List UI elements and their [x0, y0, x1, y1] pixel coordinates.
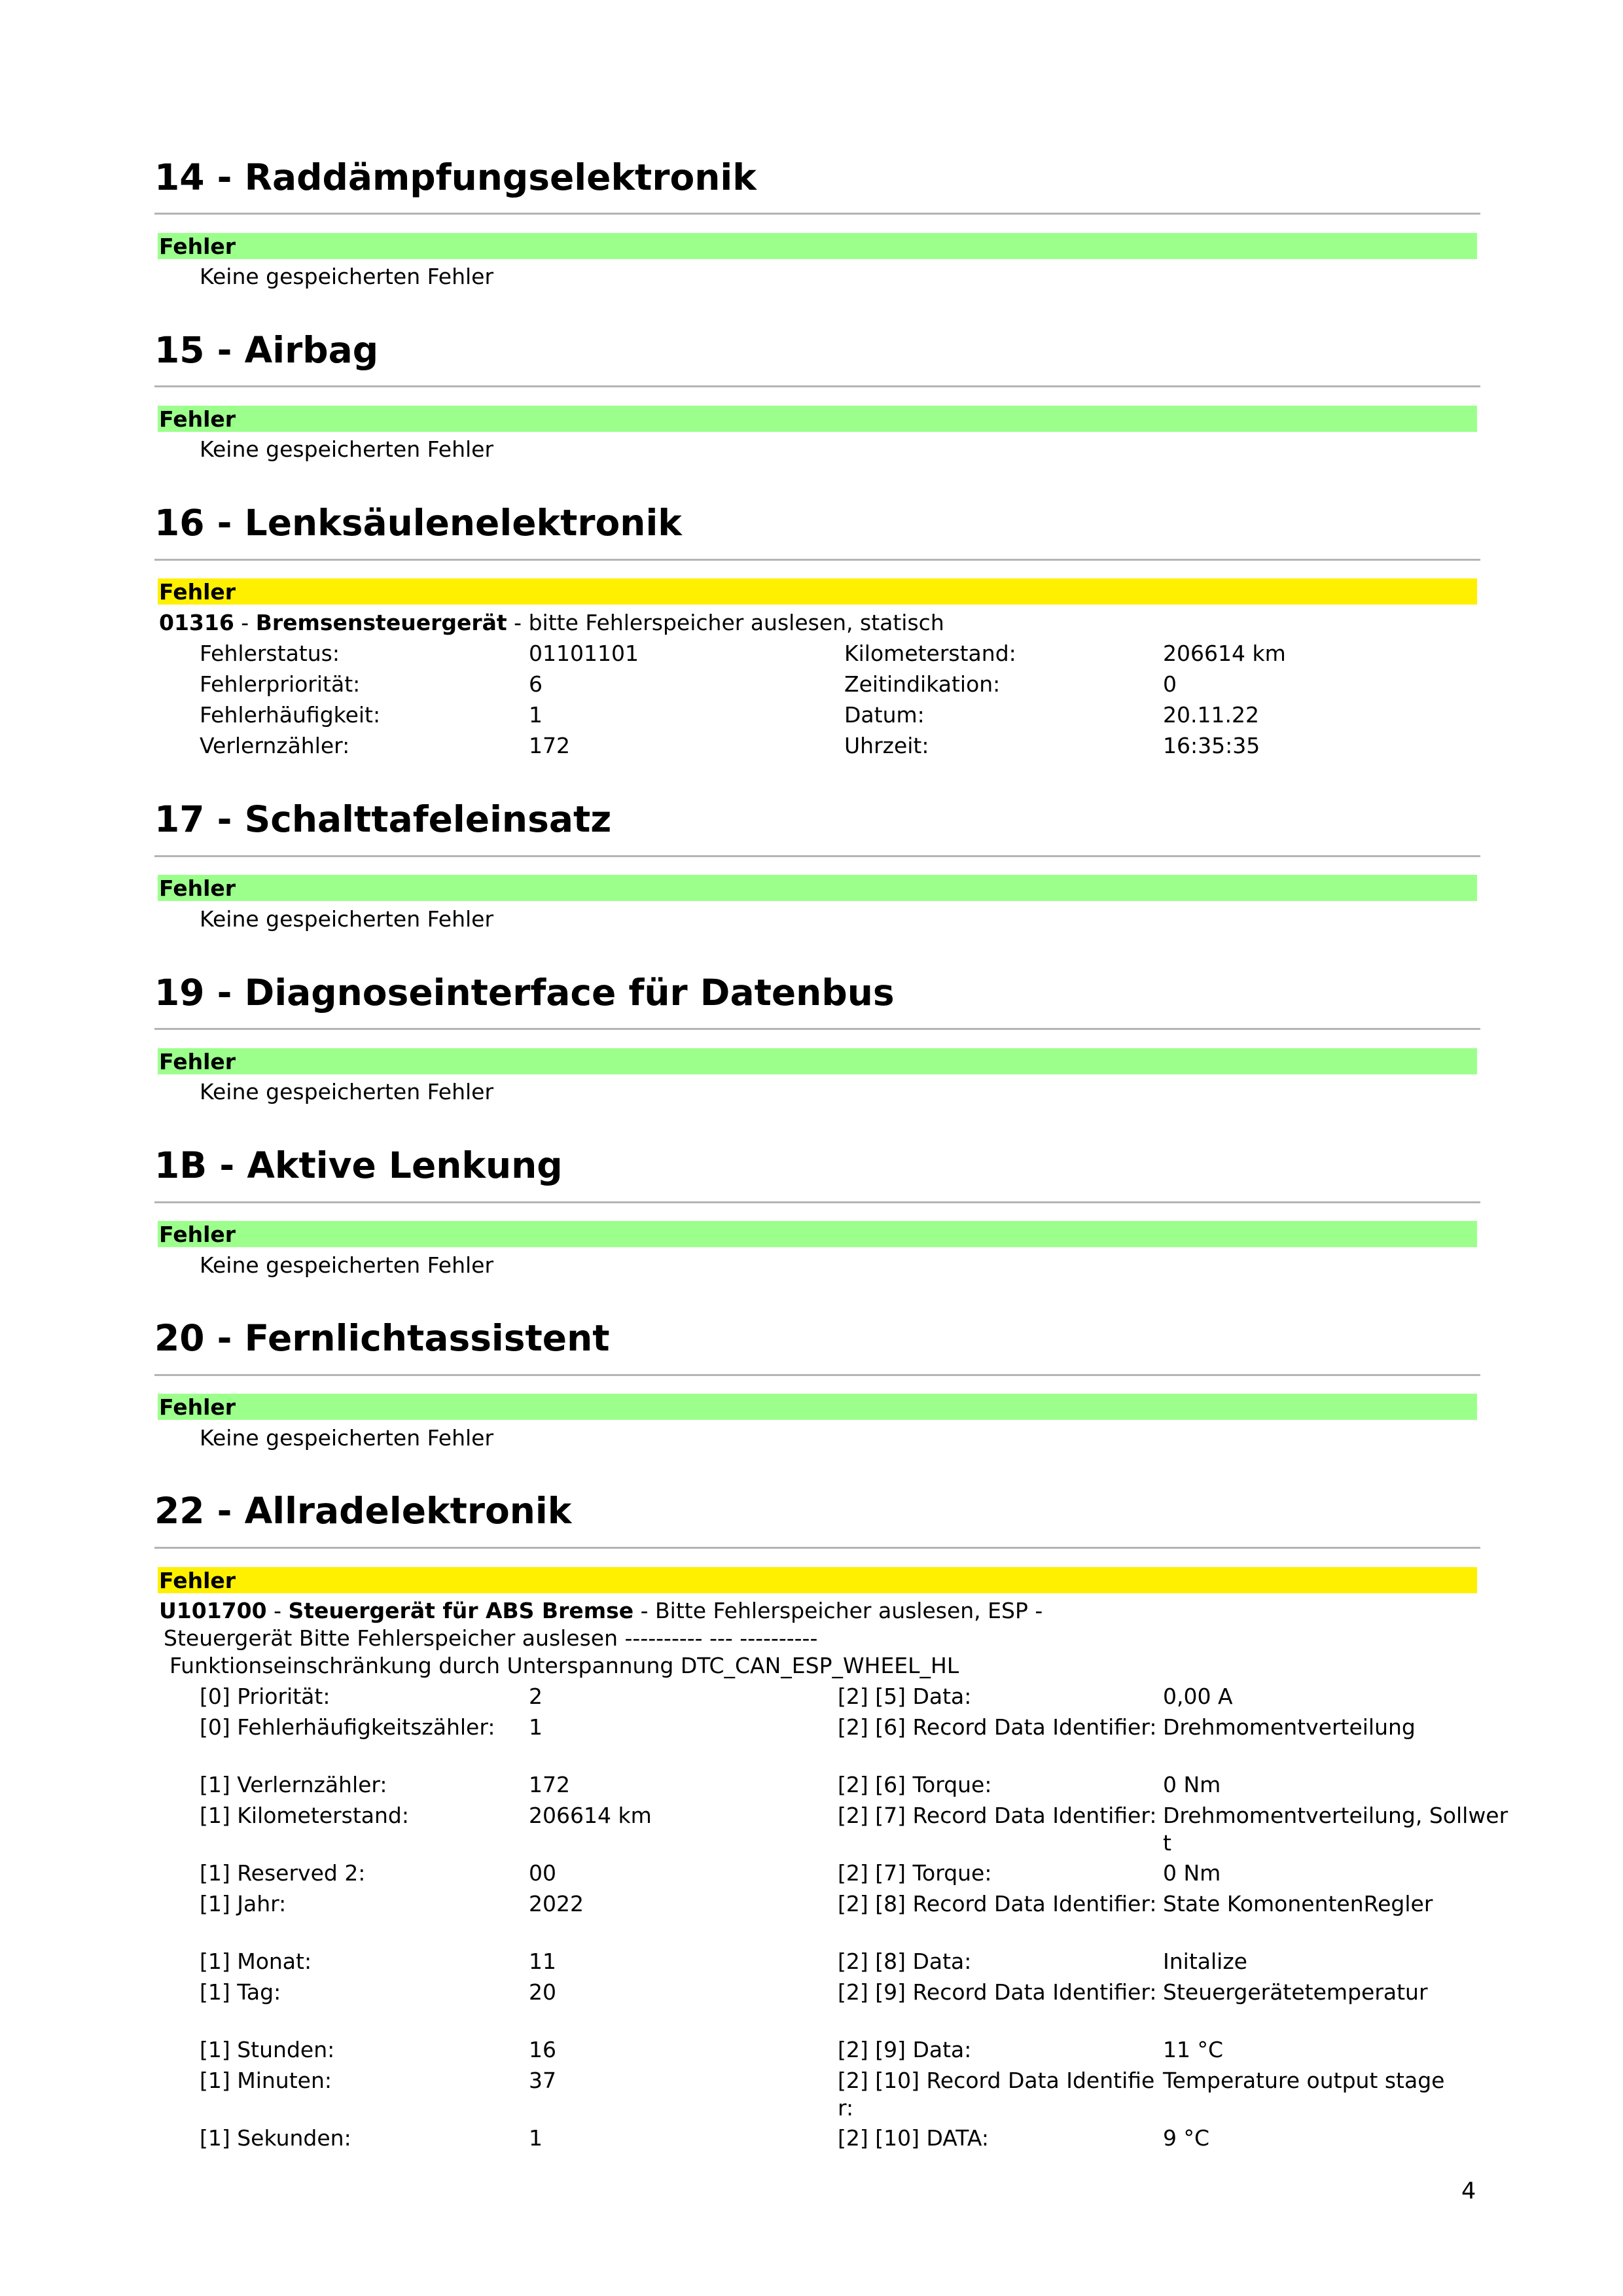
field-value: 206614 km [529, 1803, 652, 1828]
field-value: 20 [529, 1979, 556, 2005]
field-value: 9 °C [1163, 2125, 1210, 2151]
fault-code: U101700 [159, 1598, 267, 1623]
section-title-17: 17 - Schalttafeleinsatz [154, 798, 612, 840]
field-label: Uhrzeit: [844, 733, 929, 758]
field-value: State KomonentenRegler [1163, 1891, 1433, 1916]
field-label: [1] Kilometerstand: [200, 1803, 409, 1828]
field-label: [2] [9] Data: [838, 2037, 972, 2062]
fault-status-bar-ok: Fehler [158, 233, 1477, 259]
field-label: [1] Minuten: [200, 2068, 332, 2093]
section-title-20: 20 - Fernlichtassistent [154, 1317, 610, 1359]
fault-description-line-2: Steuergerät Bitte Fehlerspeicher auslesen ---------- --- ---------- [164, 1625, 818, 1651]
field-value: 172 [529, 733, 570, 758]
field-value: 1 [529, 1714, 543, 1740]
field-value: 1 [529, 2125, 543, 2151]
field-label: [1] Monat: [200, 1949, 312, 1974]
field-label: [2] [8] Record Data Identifier: [838, 1891, 1157, 1916]
no-faults-note: Keine gespeicherten Fehler [200, 1425, 494, 1451]
field-value: 2 [529, 1684, 543, 1709]
fault-status-bar-ok: Fehler [158, 406, 1477, 432]
section-title-22: 22 - Allradelektronik [154, 1490, 572, 1532]
separator: - [266, 1598, 289, 1623]
section-title-14: 14 - Raddämpfungselektronik [154, 156, 757, 198]
field-value: 172 [529, 1772, 570, 1797]
field-label: [2] [8] Data: [838, 1949, 972, 1974]
field-label: Fehlerpriorität: [200, 671, 361, 697]
field-label: [2] [7] Record Data Identifier: [838, 1803, 1157, 1828]
field-label: [2] [7] Torque: [838, 1860, 992, 1886]
section-title-15: 15 - Airbag [154, 329, 379, 371]
section-divider [154, 1028, 1480, 1030]
fault-component: Bremsensteuergerät [255, 610, 507, 635]
field-value: Drehmomentverteilung, Sollwer [1163, 1803, 1508, 1828]
field-value: 6 [529, 671, 543, 697]
fault-status-bar-ok: Fehler [158, 1221, 1477, 1247]
section-divider [154, 559, 1480, 561]
field-label: [2] [5] Data: [838, 1684, 972, 1709]
field-label: [1] Stunden: [200, 2037, 335, 2062]
field-value: Drehmomentverteilung [1163, 1714, 1416, 1740]
field-value-wrap: t [1163, 1830, 1171, 1856]
page-number: 4 [1461, 2178, 1476, 2204]
fault-description: - bitte Fehlerspeicher auslesen, statisch [507, 610, 944, 635]
separator: - [234, 610, 256, 635]
field-label: [1] Verlernzähler: [200, 1772, 387, 1797]
field-value: 01101101 [529, 641, 639, 666]
field-label: Kilometerstand: [844, 641, 1016, 666]
field-value: Steuergerätetemperatur [1163, 1979, 1428, 2005]
field-label: [1] Tag: [200, 1979, 281, 2005]
section-divider [154, 385, 1480, 387]
no-faults-note: Keine gespeicherten Fehler [200, 264, 494, 289]
fault-status-bar-error: Fehler [158, 578, 1477, 605]
field-label: Zeitindikation: [844, 671, 1001, 697]
field-value: 16:35:35 [1163, 733, 1260, 758]
field-label: [0] Priorität: [200, 1684, 330, 1709]
field-label: [2] [6] Torque: [838, 1772, 992, 1797]
field-value: 16 [529, 2037, 556, 2062]
field-label: [2] [10] Record Data Identifie [838, 2068, 1155, 2093]
field-value: 20.11.22 [1163, 702, 1259, 728]
fault-status-bar-error: Fehler [158, 1567, 1477, 1593]
section-title-1b: 1B - Aktive Lenkung [154, 1144, 563, 1186]
no-faults-note: Keine gespeicherten Fehler [200, 906, 494, 932]
field-label: [2] [9] Record Data Identifier: [838, 1979, 1157, 2005]
field-label: [2] [10] DATA: [838, 2125, 990, 2151]
fault-code-line [159, 1598, 1043, 1624]
section-divider [154, 213, 1480, 215]
field-label: [2] [6] Record Data Identifier: [838, 1714, 1157, 1740]
section-divider [154, 855, 1480, 857]
field-value: 11 [529, 1949, 556, 1974]
field-value: Initalize [1163, 1949, 1247, 1974]
no-faults-note: Keine gespeicherten Fehler [200, 1079, 494, 1104]
field-value: 0 Nm [1163, 1772, 1221, 1797]
field-value: 206614 km [1163, 641, 1286, 666]
field-label: [1] Sekunden: [200, 2125, 351, 2151]
fault-code: 01316 [159, 610, 234, 635]
section-divider [154, 1547, 1480, 1549]
section-title-16: 16 - Lenksäulenelektronik [154, 502, 682, 544]
field-label-wrap: r: [838, 2095, 854, 2121]
field-label: Verlernzähler: [200, 733, 350, 758]
field-value: 37 [529, 2068, 556, 2093]
field-value: 0 [1163, 671, 1177, 697]
field-value: 2022 [529, 1891, 584, 1916]
fault-status-bar-ok: Fehler [158, 875, 1477, 901]
field-value: 11 °C [1163, 2037, 1224, 2062]
field-label: Fehlerstatus: [200, 641, 340, 666]
fault-code-line [159, 610, 944, 636]
field-value: 0,00 A [1163, 1684, 1233, 1709]
fault-component: Steuergerät für ABS Bremse [288, 1598, 634, 1623]
field-label: [1] Reserved 2: [200, 1860, 366, 1886]
field-value: Temperature output stage [1163, 2068, 1445, 2093]
fault-description: - Bitte Fehlerspeicher auslesen, ESP - [633, 1598, 1043, 1623]
fault-description-line-3: Funktionseinschränkung durch Unterspannung DTC_CAN_ESP_WHEEL_HL [169, 1653, 959, 1678]
fault-status-bar-ok: Fehler [158, 1394, 1477, 1420]
no-faults-note: Keine gespeicherten Fehler [200, 436, 494, 462]
section-divider [154, 1201, 1480, 1203]
field-label: Datum: [844, 702, 925, 728]
field-label: Fehlerhäufigkeit: [200, 702, 381, 728]
section-divider [154, 1374, 1480, 1376]
field-label: [1] Jahr: [200, 1891, 287, 1916]
fault-status-bar-ok: Fehler [158, 1048, 1477, 1074]
field-value: 1 [529, 702, 543, 728]
field-label: [0] Fehlerhäufigkeitszähler: [200, 1714, 495, 1740]
section-title-19: 19 - Diagnoseinterface für Datenbus [154, 972, 895, 1014]
field-value: 00 [529, 1860, 556, 1886]
field-value: 0 Nm [1163, 1860, 1221, 1886]
no-faults-note: Keine gespeicherten Fehler [200, 1252, 494, 1278]
